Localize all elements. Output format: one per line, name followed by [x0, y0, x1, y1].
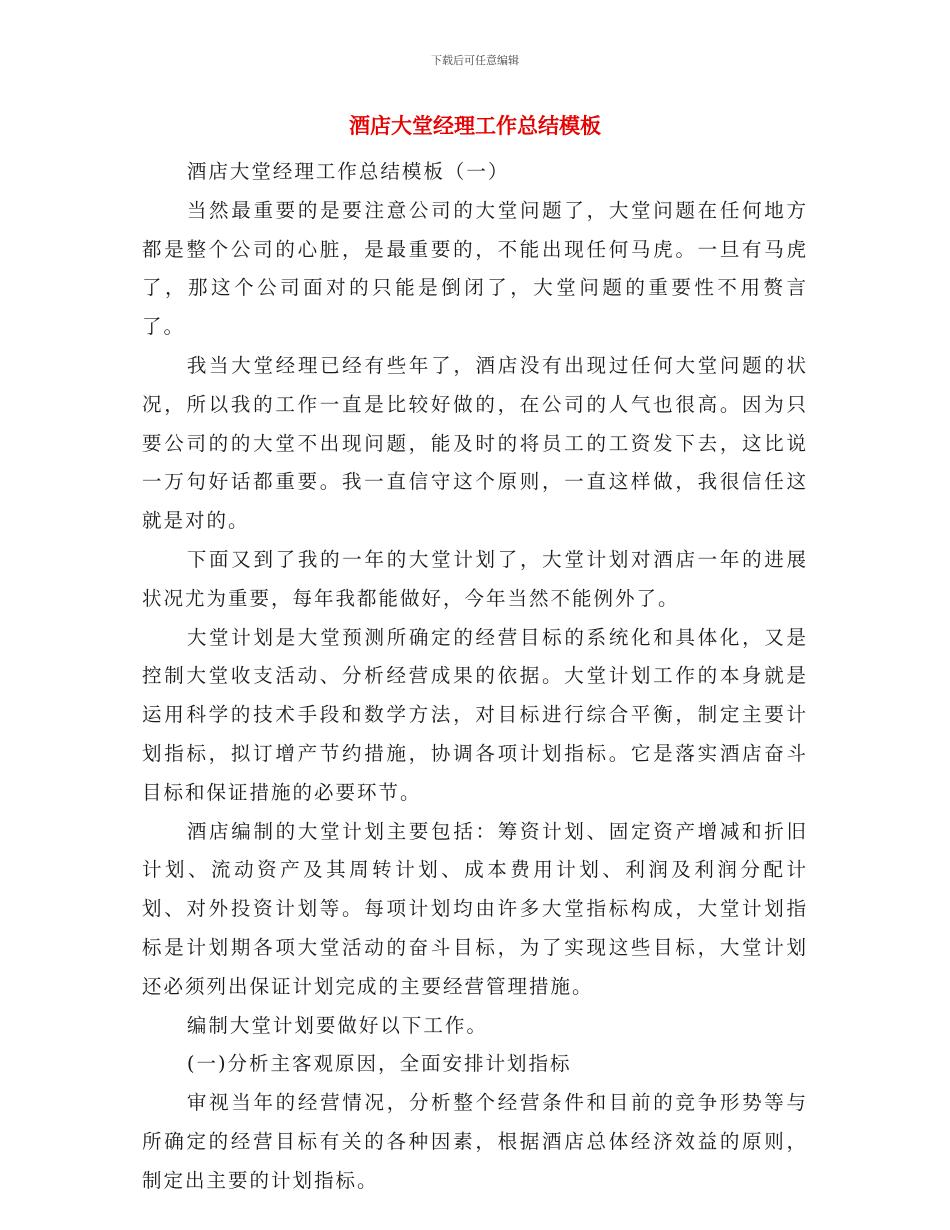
paragraph: 酒店编制的大堂计划主要包括：筹资计划、固定资产增减和折旧计划、流动资产及其周转计划、成本费用计划、利润及利润分配计划、对外投资计划等。每项计划均由许多大堂指标构成，大堂计划指标是计划期各项大堂活动的奋斗目标，为了实现这些目标，大堂计划还必须列出保证计划完成的主要经营管理措施。 [142, 819, 808, 998]
paragraph: 审视当年的经营情况，分析整个经营条件和目前的竞争形势等与所确定的经营目标有关的各种因素，根据酒店总体经济效益的原则，制定出主要的计划指标。 [142, 1091, 808, 1192]
paragraph: 编制大堂计划要做好以下工作。 [186, 1013, 488, 1037]
paragraph: 我当大堂经理已经有些年了，酒店没有出现过任何大堂问题的状况，所以我的工作一直是比较好做的，在公司的人气也很高。因为只要公司的的大堂不出现问题，能及时的将员工的工资发下去，这比说一万句好话都重要。我一直信守这个原则，一直这样做，我很信任这就是对的。 [142, 353, 808, 533]
paragraph-section-heading: 酒店大堂经理工作总结模板（一） [186, 160, 510, 183]
header-note: 下载后可任意编辑 [431, 54, 519, 67]
paragraph-subheading: (一)分析主客观原因，全面安排计划指标 [186, 1052, 572, 1076]
document-body [142, 153, 808, 1201]
paragraph: 下面又到了我的一年的大堂计划了，大堂计划对酒店一年的进展状况尤为重要，每年我都能做好，今年当然不能例外了。 [142, 547, 808, 610]
paragraph: 当然最重要的是要注意公司的大堂问题了，大堂问题在任何地方都是整个公司的心脏，是最重要的，不能出现任何马虎。一旦有马虎了，那这个公司面对的只能是倒闭了，大堂问题的重要性不用赘言了。 [142, 198, 808, 339]
paragraph: 大堂计划是大堂预测所确定的经营目标的系统化和具体化，又是控制大堂收支活动、分析经营成果的依据。大堂计划工作的本身就是运用科学的技术手段和数学方法，对目标进行综合平衡，制定主要计划指标，拟订增产节约措施，协调各项计划指标。它是落实酒店奋斗目标和保证措施的必要环节。 [142, 625, 808, 804]
document-title: 酒店大堂经理工作总结模板 [349, 114, 601, 138]
